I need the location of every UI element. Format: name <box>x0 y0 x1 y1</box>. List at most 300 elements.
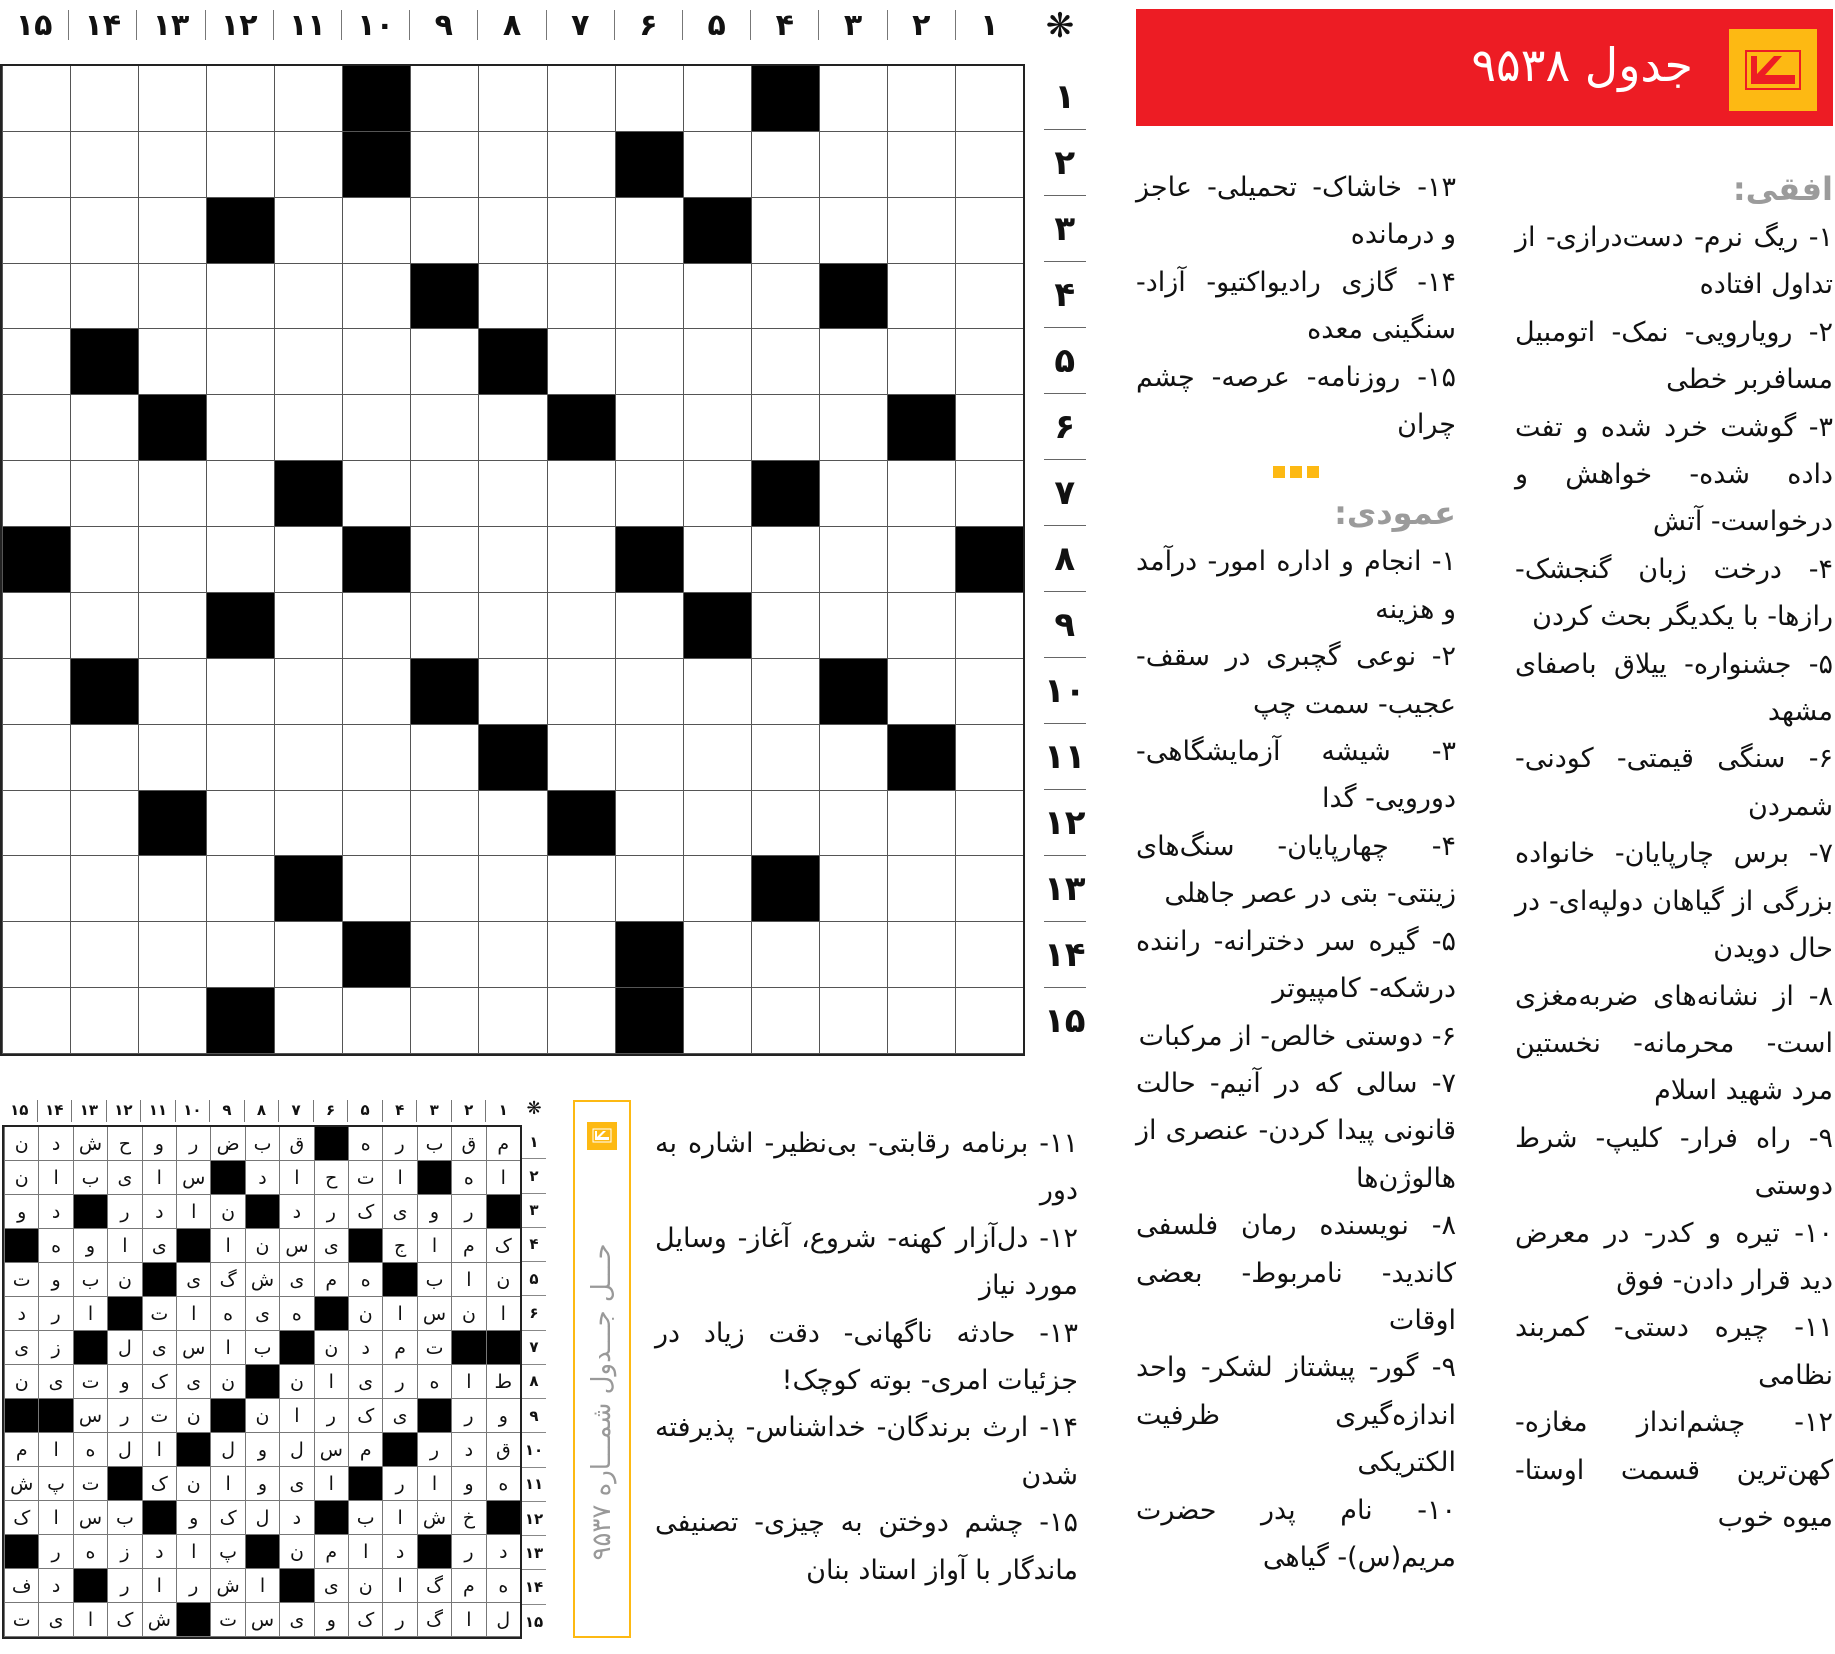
grid-cell[interactable] <box>547 132 615 198</box>
grid-cell[interactable] <box>274 988 342 1054</box>
grid-cell[interactable] <box>342 264 410 330</box>
grid-cell[interactable] <box>70 132 138 198</box>
grid-cell[interactable] <box>547 725 615 791</box>
solution-column-number: ۱۵ <box>10 1101 29 1119</box>
solution-letter: ن <box>4 1365 38 1399</box>
grid-cell[interactable] <box>819 198 887 264</box>
grid-cell[interactable] <box>138 461 206 527</box>
grid-cell[interactable] <box>206 725 274 791</box>
grid-cell[interactable] <box>410 132 478 198</box>
grid-cell[interactable] <box>274 132 342 198</box>
solution-black-cell <box>279 1331 313 1365</box>
grid-cell[interactable] <box>751 988 819 1054</box>
grid-cell[interactable] <box>138 856 206 922</box>
grid-cell[interactable] <box>683 132 751 198</box>
grid-cell[interactable] <box>274 66 342 132</box>
grid-cell[interactable] <box>955 329 1023 395</box>
solution-letter: ا <box>348 1535 382 1569</box>
grid-cell[interactable] <box>206 66 274 132</box>
grid-cell[interactable] <box>751 725 819 791</box>
grid-cell[interactable] <box>2 791 70 857</box>
solution-letter: ت <box>4 1603 38 1637</box>
grid-cell[interactable] <box>751 527 819 593</box>
grid-cell[interactable] <box>887 593 955 659</box>
grid-cell[interactable] <box>547 264 615 330</box>
grid-cell[interactable] <box>683 395 751 461</box>
grid-cell[interactable] <box>887 198 955 264</box>
grid-cell[interactable] <box>615 66 683 132</box>
grid-cell[interactable] <box>615 461 683 527</box>
grid-cell[interactable] <box>410 725 478 791</box>
grid-cell[interactable] <box>615 791 683 857</box>
grid-cell[interactable] <box>138 66 206 132</box>
grid-cell[interactable] <box>206 791 274 857</box>
grid-cell[interactable] <box>683 66 751 132</box>
solution-letter: ش <box>245 1263 279 1297</box>
grid-cell[interactable] <box>206 856 274 922</box>
grid-cell[interactable] <box>2 461 70 527</box>
grid-cell[interactable] <box>2 922 70 988</box>
solution-row-number: ۲ <box>522 1159 546 1193</box>
solution-letter: ی <box>176 1365 210 1399</box>
solution-row-number: ۷ <box>522 1331 546 1365</box>
grid-cell[interactable] <box>955 856 1023 922</box>
grid-cell[interactable] <box>274 264 342 330</box>
grid-cell[interactable] <box>410 329 478 395</box>
solution-column-numbers <box>2 1100 520 1122</box>
grid-cell[interactable] <box>2 66 70 132</box>
solution-letter: ه <box>486 1569 520 1603</box>
grid-cell[interactable] <box>206 527 274 593</box>
black-cell <box>206 198 274 264</box>
grid-cell[interactable] <box>274 922 342 988</box>
column-number: ۴ <box>750 10 818 40</box>
clue-item: ۷- سالی که در آنیم- حالت قانونی پیدا کردن- عنصری از هالوژن‌ها <box>1136 1067 1456 1194</box>
grid-cell[interactable] <box>887 132 955 198</box>
grid-cell[interactable] <box>206 461 274 527</box>
grid-cell[interactable] <box>547 593 615 659</box>
grid-cell[interactable] <box>887 66 955 132</box>
grid-cell[interactable] <box>683 659 751 725</box>
solution-letter: و <box>107 1365 141 1399</box>
grid-cell[interactable] <box>683 725 751 791</box>
solution-black-cell <box>210 1399 244 1433</box>
solution-letter: ن <box>348 1569 382 1603</box>
row-number: ۱۵ <box>1044 1001 1086 1041</box>
grid-cell[interactable] <box>138 725 206 791</box>
solution-column-number: ۷ <box>278 1100 313 1122</box>
grid-cell[interactable] <box>138 922 206 988</box>
grid-cell[interactable] <box>683 264 751 330</box>
grid-cell[interactable] <box>955 66 1023 132</box>
grid-cell[interactable] <box>547 329 615 395</box>
solution-letter: ش <box>4 1467 38 1501</box>
clue-item: ۱۵- چشم دوختن به چیزی- تصنیفی ماندگار با آواز استاد بنان <box>655 1507 1078 1586</box>
grid-cell[interactable] <box>342 198 410 264</box>
grid-cell[interactable] <box>70 66 138 132</box>
black-cell <box>342 132 410 198</box>
solution-letter: ک <box>210 1501 244 1535</box>
grid-cell[interactable] <box>478 198 546 264</box>
grid-cell[interactable] <box>819 132 887 198</box>
grid-cell[interactable] <box>70 395 138 461</box>
solution-black-cell <box>451 1331 485 1365</box>
grid-cell[interactable] <box>683 329 751 395</box>
grid-cell[interactable] <box>138 132 206 198</box>
black-cell <box>2 527 70 593</box>
grid-cell[interactable] <box>683 922 751 988</box>
solution-letter: ی <box>107 1161 141 1195</box>
solution-black-cell <box>486 1331 520 1365</box>
grid-cell[interactable] <box>478 856 546 922</box>
solution-column-number: ۱۲ <box>106 1100 141 1122</box>
grid-cell[interactable] <box>751 264 819 330</box>
black-cell <box>819 264 887 330</box>
grid-cell[interactable] <box>410 791 478 857</box>
grid-cell[interactable] <box>615 659 683 725</box>
row-number: ۶ <box>1044 394 1086 460</box>
grid-cell[interactable] <box>615 395 683 461</box>
grid-cell[interactable] <box>478 922 546 988</box>
grid-cell[interactable] <box>887 791 955 857</box>
solution-letter: ت <box>142 1297 176 1331</box>
solution-letter: ک <box>142 1365 176 1399</box>
solution-letter: ی <box>38 1603 72 1637</box>
grid-cell[interactable] <box>547 922 615 988</box>
grid-cell[interactable] <box>274 527 342 593</box>
grid-cell[interactable] <box>819 593 887 659</box>
grid-cell[interactable] <box>751 395 819 461</box>
grid-cell[interactable] <box>342 659 410 725</box>
grid-cell[interactable] <box>819 988 887 1054</box>
solution-letter: ن <box>210 1195 244 1229</box>
solution-letter: ا <box>417 1467 451 1501</box>
grid-cell[interactable] <box>70 988 138 1054</box>
grid-cell[interactable] <box>615 725 683 791</box>
grid-cell[interactable] <box>138 264 206 330</box>
grid-cell[interactable] <box>70 856 138 922</box>
grid-cell[interactable] <box>819 922 887 988</box>
column-number: ۷ <box>546 10 614 40</box>
solution-letter: ا <box>210 1467 244 1501</box>
black-cell <box>342 922 410 988</box>
solution-letter: ت <box>4 1263 38 1297</box>
grid-cell[interactable] <box>955 395 1023 461</box>
grid-cell[interactable] <box>955 461 1023 527</box>
grid-cell[interactable] <box>70 527 138 593</box>
clue-item: ۸- نویسنده رمان فلسفی کاندید- نامربوط- بعضی اوقات <box>1136 1210 1456 1336</box>
solution-black-cell <box>314 1501 348 1535</box>
solution-grid <box>2 1125 522 1639</box>
grid-cell[interactable] <box>819 856 887 922</box>
solution-column-number: ۵ <box>347 1100 382 1122</box>
grid-cell[interactable] <box>615 198 683 264</box>
grid-cell[interactable] <box>274 593 342 659</box>
solution-letter: گ <box>210 1263 244 1297</box>
grid-cell[interactable] <box>819 395 887 461</box>
grid-cell[interactable] <box>410 593 478 659</box>
grid-cell[interactable] <box>410 988 478 1054</box>
solution-letter: ا <box>382 1501 416 1535</box>
grid-cell[interactable] <box>342 791 410 857</box>
grid-cell[interactable] <box>478 659 546 725</box>
grid-cell[interactable] <box>751 132 819 198</box>
solution-letter: د <box>486 1535 520 1569</box>
grid-cell[interactable] <box>2 395 70 461</box>
grid-cell[interactable] <box>547 659 615 725</box>
row-number: ۱۰ <box>1044 658 1086 724</box>
grid-cell[interactable] <box>955 988 1023 1054</box>
grid-cell[interactable] <box>70 791 138 857</box>
grid-cell[interactable] <box>342 461 410 527</box>
solution-row-number: ۱ <box>522 1125 546 1159</box>
black-cell <box>751 461 819 527</box>
grid-cell[interactable] <box>274 329 342 395</box>
solution-letter: ا <box>314 1365 348 1399</box>
solution-letter: م <box>4 1433 38 1467</box>
grid-cell[interactable] <box>751 659 819 725</box>
clue-item: ۱۰- تیره و کدر- در معرض دید قرار دادن- فوق <box>1515 1217 1833 1296</box>
grid-cell[interactable] <box>274 659 342 725</box>
grid-cell[interactable] <box>410 527 478 593</box>
clue-item: ۹- گور- پیشتاز لشکر- واحد اندازه‌گیری ظرفیت الکتریکی <box>1136 1352 1456 1479</box>
grid-cell[interactable] <box>547 198 615 264</box>
black-cell <box>70 659 138 725</box>
grid-cell[interactable] <box>887 856 955 922</box>
grid-cell[interactable] <box>274 791 342 857</box>
grid-cell[interactable] <box>547 66 615 132</box>
grid-cell[interactable] <box>342 725 410 791</box>
grid-cell[interactable] <box>887 527 955 593</box>
grid-cell[interactable] <box>887 461 955 527</box>
solution-letter: ر <box>451 1535 485 1569</box>
grid-cell[interactable] <box>206 922 274 988</box>
grid-cell[interactable] <box>342 395 410 461</box>
solution-black-cell <box>210 1161 244 1195</box>
black-cell <box>683 198 751 264</box>
grid-cell[interactable] <box>887 988 955 1054</box>
solution-letter: ا <box>451 1365 485 1399</box>
grid-cell[interactable] <box>751 198 819 264</box>
solution-letter: ی <box>279 1467 313 1501</box>
solution-letter: ر <box>382 1365 416 1399</box>
grid-cell[interactable] <box>955 264 1023 330</box>
vertical-clues-continued <box>655 1120 1078 1594</box>
grid-cell[interactable] <box>2 198 70 264</box>
grid-cell[interactable] <box>819 791 887 857</box>
black-cell <box>342 66 410 132</box>
grid-cell[interactable] <box>342 988 410 1054</box>
black-cell <box>615 132 683 198</box>
grid-cell[interactable] <box>70 198 138 264</box>
grid-cell[interactable] <box>410 66 478 132</box>
solution-row-number: ۱۱ <box>522 1468 546 1502</box>
solution-letter: ا <box>486 1297 520 1331</box>
grid-cell[interactable] <box>955 659 1023 725</box>
solution-column-number: ۶ <box>313 1100 348 1122</box>
grid-cell[interactable] <box>819 329 887 395</box>
grid-cell[interactable] <box>887 264 955 330</box>
solution-letter: ا <box>210 1229 244 1263</box>
grid-cell[interactable] <box>887 659 955 725</box>
solution-letter: ل <box>107 1433 141 1467</box>
grid-cell[interactable] <box>206 395 274 461</box>
black-cell <box>138 791 206 857</box>
grid-cell[interactable] <box>138 593 206 659</box>
solution-letter: د <box>382 1535 416 1569</box>
grid-cell[interactable] <box>819 527 887 593</box>
grid-cell[interactable] <box>955 198 1023 264</box>
solution-letter: ر <box>314 1399 348 1433</box>
solution-letter: س <box>314 1433 348 1467</box>
grid-cell[interactable] <box>138 198 206 264</box>
grid-cell[interactable] <box>683 988 751 1054</box>
solution-letter: ح <box>314 1161 348 1195</box>
grid-cell[interactable] <box>547 856 615 922</box>
solution-column-number: ۸ <box>244 1100 279 1122</box>
grid-cell[interactable] <box>547 527 615 593</box>
grid-cell[interactable] <box>819 66 887 132</box>
grid-cell[interactable] <box>751 791 819 857</box>
grid-cell[interactable] <box>2 725 70 791</box>
grid-cell[interactable] <box>342 593 410 659</box>
grid-cell[interactable] <box>2 264 70 330</box>
grid-cell[interactable] <box>955 725 1023 791</box>
grid-cell[interactable] <box>70 725 138 791</box>
grid-cell[interactable] <box>478 132 546 198</box>
grid-cell[interactable] <box>138 988 206 1054</box>
solution-letter: ا <box>176 1195 210 1229</box>
grid-cell[interactable] <box>410 856 478 922</box>
solution-letter: ا <box>142 1433 176 1467</box>
grid-cell[interactable] <box>138 329 206 395</box>
grid-cell[interactable] <box>683 791 751 857</box>
grid-cell[interactable] <box>70 593 138 659</box>
grid-cell[interactable] <box>887 329 955 395</box>
grid-cell[interactable] <box>410 922 478 988</box>
grid-cell[interactable] <box>751 922 819 988</box>
solution-letter: ه <box>73 1433 107 1467</box>
grid-cell[interactable] <box>2 659 70 725</box>
grid-cell[interactable] <box>342 329 410 395</box>
solution-black-cell <box>245 1195 279 1229</box>
solution-black-cell <box>107 1467 141 1501</box>
solution-letter: م <box>382 1331 416 1365</box>
grid-cell[interactable] <box>683 527 751 593</box>
grid-cell[interactable] <box>615 264 683 330</box>
grid-cell[interactable] <box>274 198 342 264</box>
solution-letter: ک <box>348 1195 382 1229</box>
solution-letter: ش <box>210 1569 244 1603</box>
grid-cell[interactable] <box>70 461 138 527</box>
grid-cell[interactable] <box>819 461 887 527</box>
grid-cell[interactable] <box>683 856 751 922</box>
grid-cell[interactable] <box>751 593 819 659</box>
solution-letter: ا <box>417 1229 451 1263</box>
grid-cell[interactable] <box>478 264 546 330</box>
grid-cell[interactable] <box>206 329 274 395</box>
grid-cell[interactable] <box>410 461 478 527</box>
grid-cell[interactable] <box>955 791 1023 857</box>
solution-letter: ی <box>314 1569 348 1603</box>
grid-cell[interactable] <box>615 856 683 922</box>
grid-cell[interactable] <box>2 593 70 659</box>
grid-cell[interactable] <box>2 988 70 1054</box>
grid-cell[interactable] <box>206 132 274 198</box>
solution-black-cell <box>382 1433 416 1467</box>
corner-asterisk-icon: ❋ <box>1045 6 1075 46</box>
solution-letter: ی <box>279 1263 313 1297</box>
solution-letter: ا <box>279 1161 313 1195</box>
grid-cell[interactable] <box>206 264 274 330</box>
solution-row-number: ۱۴ <box>522 1570 546 1604</box>
solution-letter: ت <box>210 1603 244 1637</box>
grid-cell[interactable] <box>138 659 206 725</box>
solution-black-cell <box>142 1263 176 1297</box>
grid-cell[interactable] <box>478 527 546 593</box>
solution-black-cell <box>314 1127 348 1161</box>
solution-letter: ا <box>382 1297 416 1331</box>
grid-cell[interactable] <box>410 395 478 461</box>
grid-cell[interactable] <box>2 329 70 395</box>
grid-cell[interactable] <box>955 922 1023 988</box>
row-number: ۱۲ <box>1044 790 1086 856</box>
grid-cell[interactable] <box>138 527 206 593</box>
grid-cell[interactable] <box>615 593 683 659</box>
row-number: ۱۱ <box>1044 724 1086 790</box>
grid-cell[interactable] <box>2 132 70 198</box>
solution-letter: ا <box>486 1161 520 1195</box>
grid-cell[interactable] <box>2 856 70 922</box>
grid-cell[interactable] <box>70 264 138 330</box>
solution-row-number: ۱۲ <box>522 1502 546 1536</box>
solution-letter: ر <box>176 1569 210 1603</box>
grid-cell[interactable] <box>478 461 546 527</box>
grid-cell[interactable] <box>274 725 342 791</box>
grid-cell[interactable] <box>70 922 138 988</box>
grid-cell[interactable] <box>478 593 546 659</box>
grid-cell[interactable] <box>342 856 410 922</box>
solution-letter: ن <box>245 1399 279 1433</box>
solution-letter: و <box>417 1195 451 1229</box>
solution-black-cell <box>417 1399 451 1433</box>
grid-cell[interactable] <box>478 66 546 132</box>
grid-cell[interactable] <box>955 593 1023 659</box>
solution-letter: ت <box>348 1161 382 1195</box>
black-cell <box>138 395 206 461</box>
solution-letter: ا <box>382 1161 416 1195</box>
grid-cell[interactable] <box>955 132 1023 198</box>
grid-cell[interactable] <box>615 329 683 395</box>
solution-letter: ن <box>486 1263 520 1297</box>
grid-cell[interactable] <box>751 329 819 395</box>
grid-cell[interactable] <box>683 461 751 527</box>
grid-cell[interactable] <box>274 395 342 461</box>
grid-cell[interactable] <box>819 725 887 791</box>
grid-cell[interactable] <box>478 988 546 1054</box>
solution-letter: ه <box>486 1467 520 1501</box>
grid-cell[interactable] <box>887 922 955 988</box>
grid-cell[interactable] <box>206 659 274 725</box>
grid-cell[interactable] <box>478 395 546 461</box>
solution-black-cell <box>73 1331 107 1365</box>
solution-letter: ن <box>348 1297 382 1331</box>
grid-cell[interactable] <box>547 461 615 527</box>
grid-cell[interactable] <box>547 988 615 1054</box>
grid-cell[interactable] <box>410 198 478 264</box>
solution-black-cell <box>142 1501 176 1535</box>
grid-cell[interactable] <box>478 791 546 857</box>
